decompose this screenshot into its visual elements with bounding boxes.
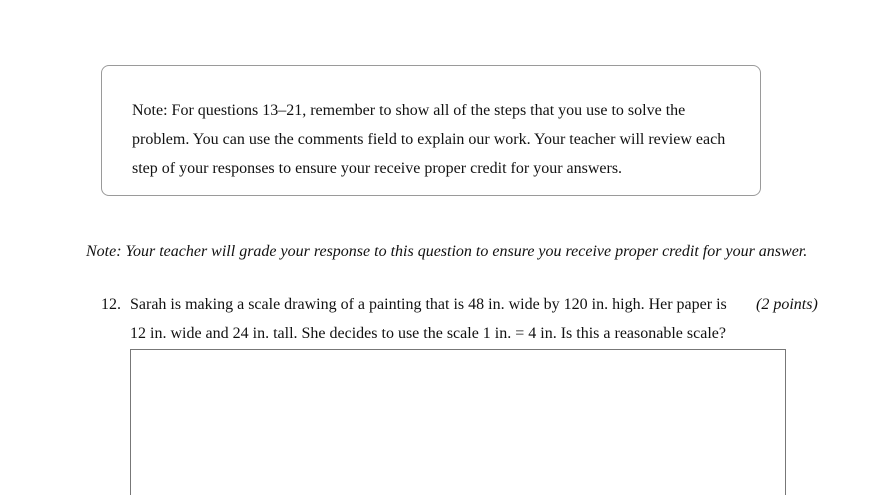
question-number: 12. <box>101 296 121 313</box>
instructions-note-box <box>101 65 761 196</box>
instructions-note-text: Note: For questions 13–21, remember to show all of the steps that you use to solve the problem. You can use the comments field to explain our work. Your teacher will review each step of your responses to ensure your receive proper credit for your answers. <box>132 102 726 177</box>
grading-note: Note: Your teacher will grade your response to this question to ensure you receive proper credit for your answer. <box>86 243 808 260</box>
answer-textarea[interactable] <box>130 349 786 495</box>
question-text: Sarah is making a scale drawing of a painting that is 48 in. wide by 120 in. high. Her paper is 12 in. wide and 24 in. tall. She decides to use the scale 1 in. = 4 in. Is this a reasonable scale? <box>130 296 727 342</box>
question-points: (2 points) <box>756 296 818 313</box>
